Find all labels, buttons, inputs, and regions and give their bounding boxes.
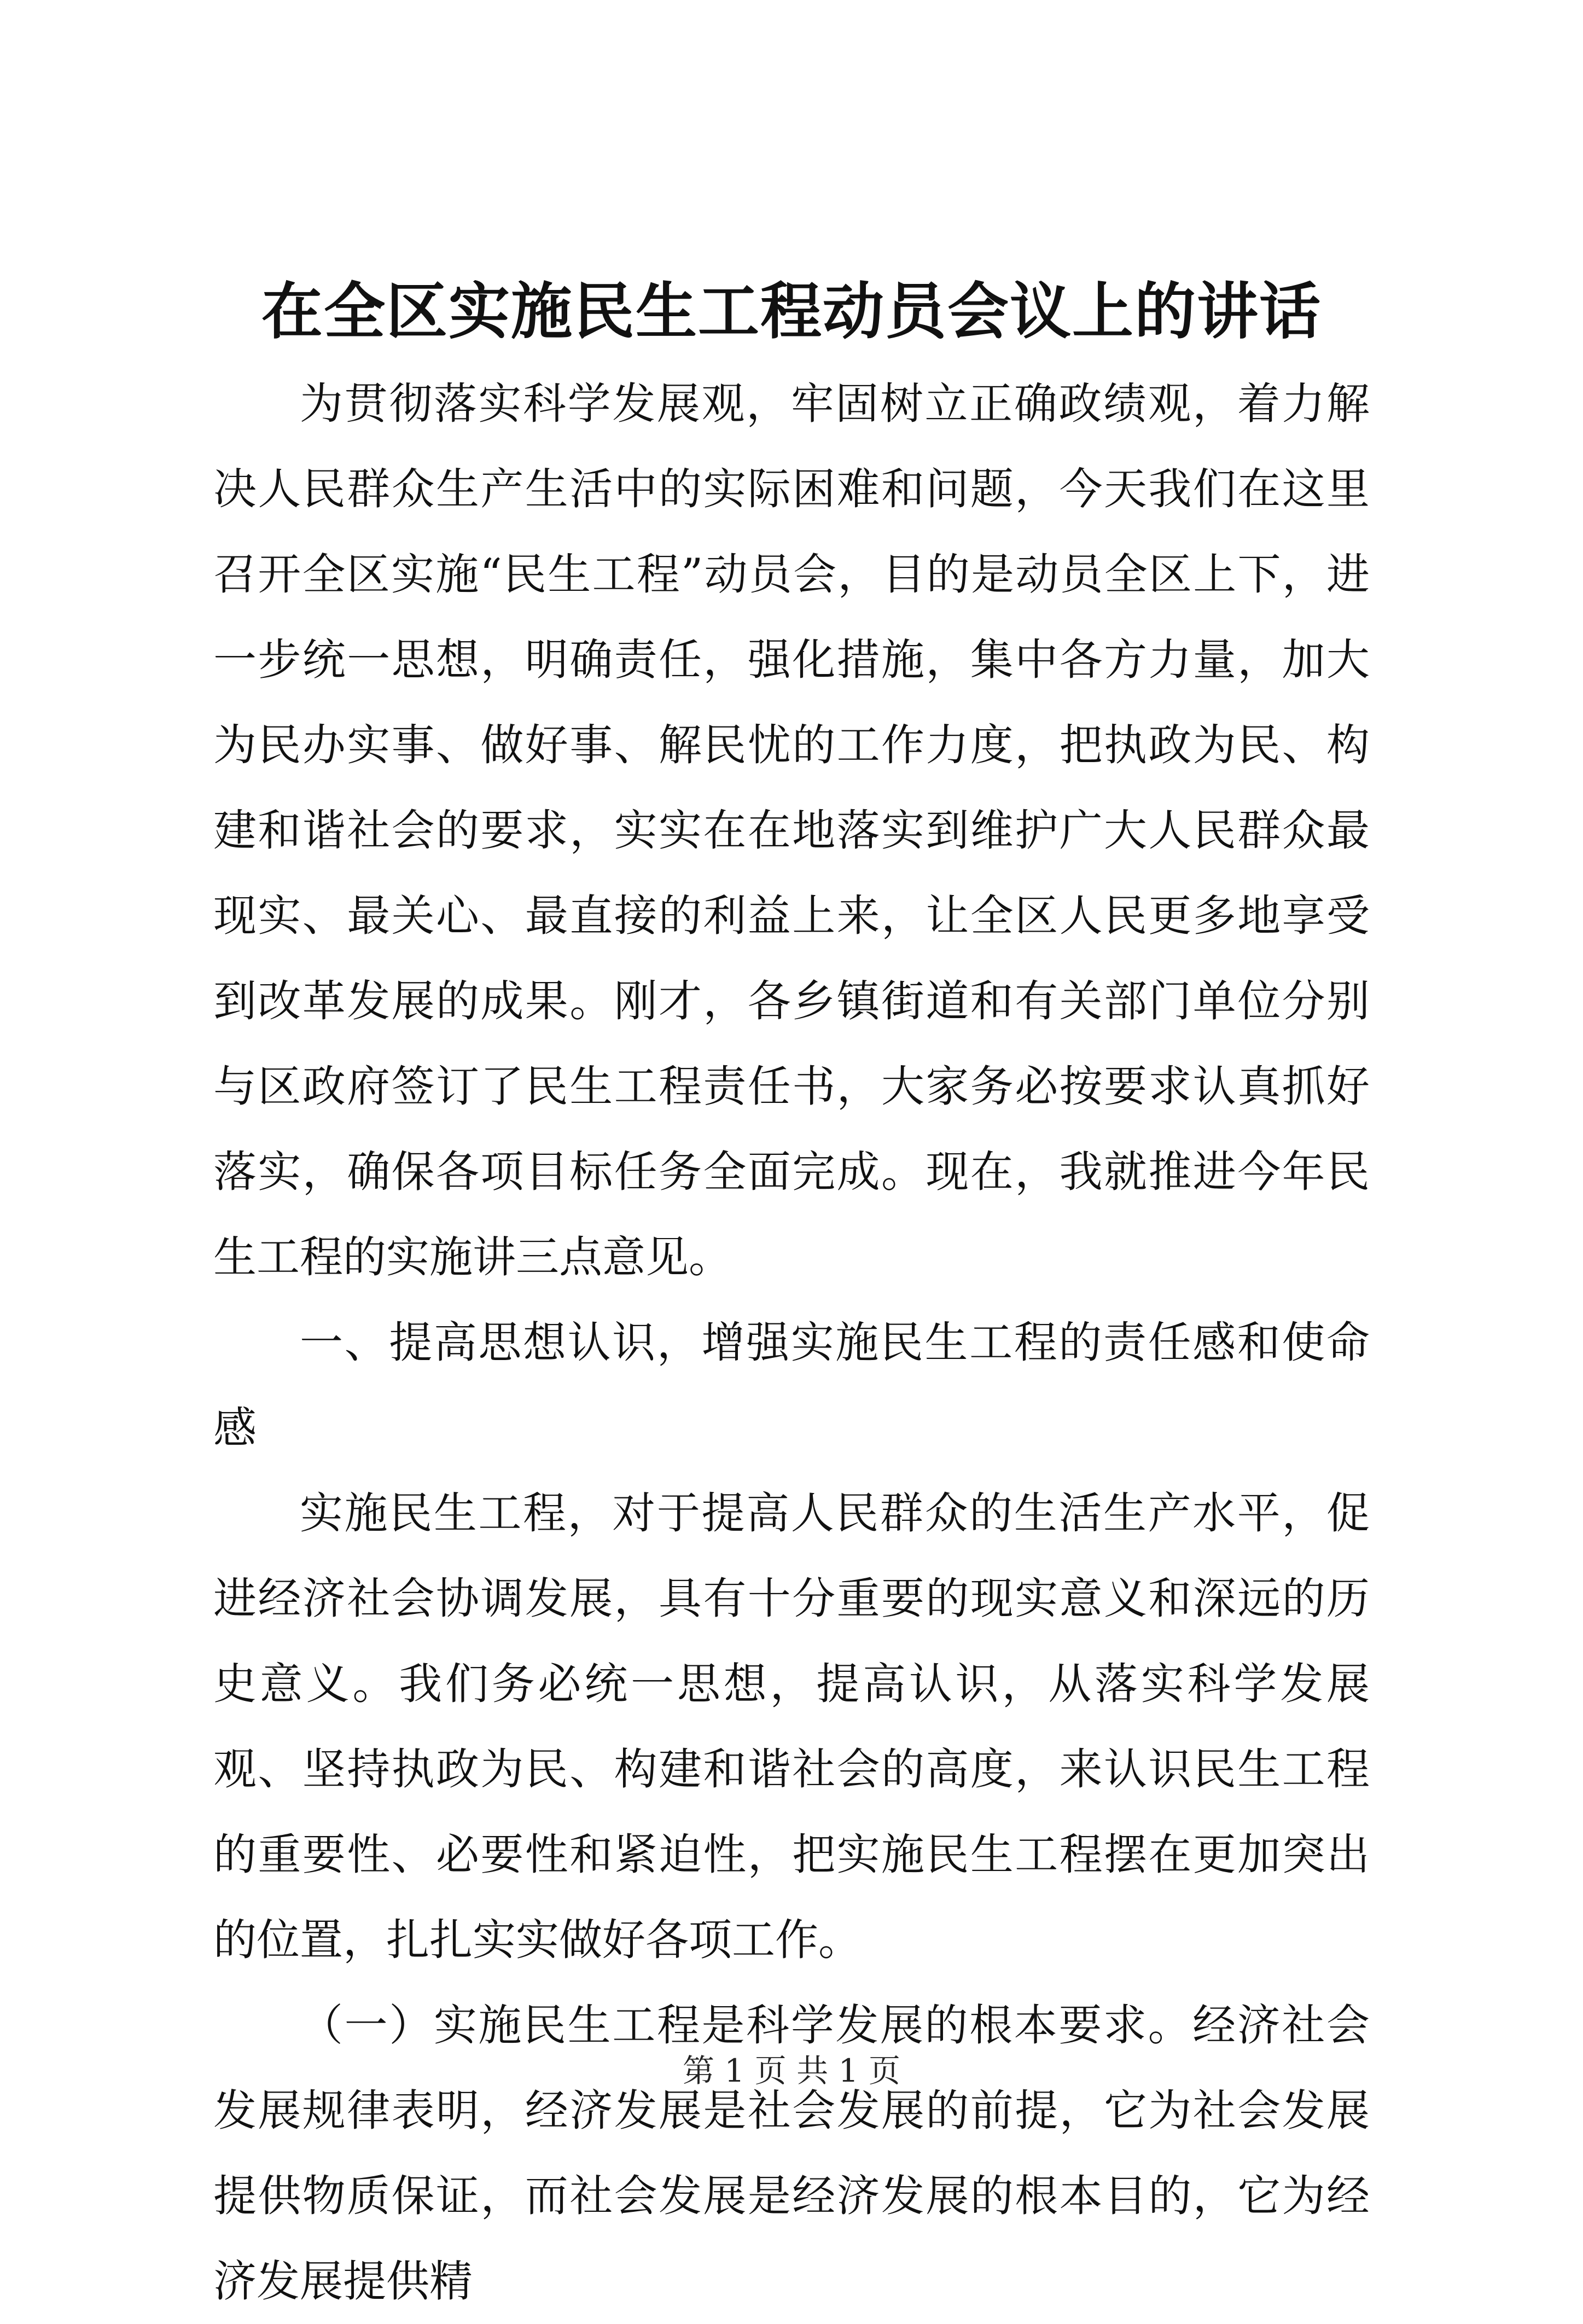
document-body [213, 361, 1370, 2324]
page-footer: 第 1 页 共 1 页 [683, 2052, 900, 2089]
paragraph-subsection-1: （一）实施民生工程是科学发展的根本要求。经济社会发展规律表明，经济发展是社会发展的前提，它为社会发展提供物质保证，而社会发展是经济发展的根本目的，它为经济发展提供精 [213, 2000, 1370, 2306]
paragraph-intro: 为贯彻落实科学发展观，牢固树立正确政绩观，着力解决人民群众生产生活中的实际困难和问题，今天我们在这里召开全区实施“民生工程”动员会，目的是动员全区上下，进一步统一思想，明确责任，强化措施，集中各方力量，加大为民办实事、做好事、解民忧的工作力度，把执政为民、构建和谐社会的要求，实实在在地落实到维护广大人民群众最现实、最关心、最直接的利益上来，让全区人民更多地享受到改革发展的成果。刚才，各乡镇街道和有关部门单位分别与区政府签订了民生工程责任书，大家务必按要求认真抓好落实，确保各项目标任务全面完成。现在，我就推进今年民生工程的实施讲三点意见。 [213, 379, 1370, 1282]
document-title: 在全区实施民生工程动员会议上的讲话 [261, 276, 1322, 347]
section-heading-1: 一、提高思想认识，增强实施民生工程的责任感和使命感 [213, 1317, 1370, 1453]
paragraph-section-1: 实施民生工程，对于提高人民群众的生活生产水平，促进经济社会协调发展，具有十分重要的现实意义和深远的历史意义。我们务必统一思想，提高认识，从落实科学发展观、坚持执政为民、构建和谐社会的高度，来认识民生工程的重要性、必要性和紧迫性，把实施民生工程摆在更加突出的位置，扎扎实实做好各项工作。 [213, 1488, 1370, 1965]
